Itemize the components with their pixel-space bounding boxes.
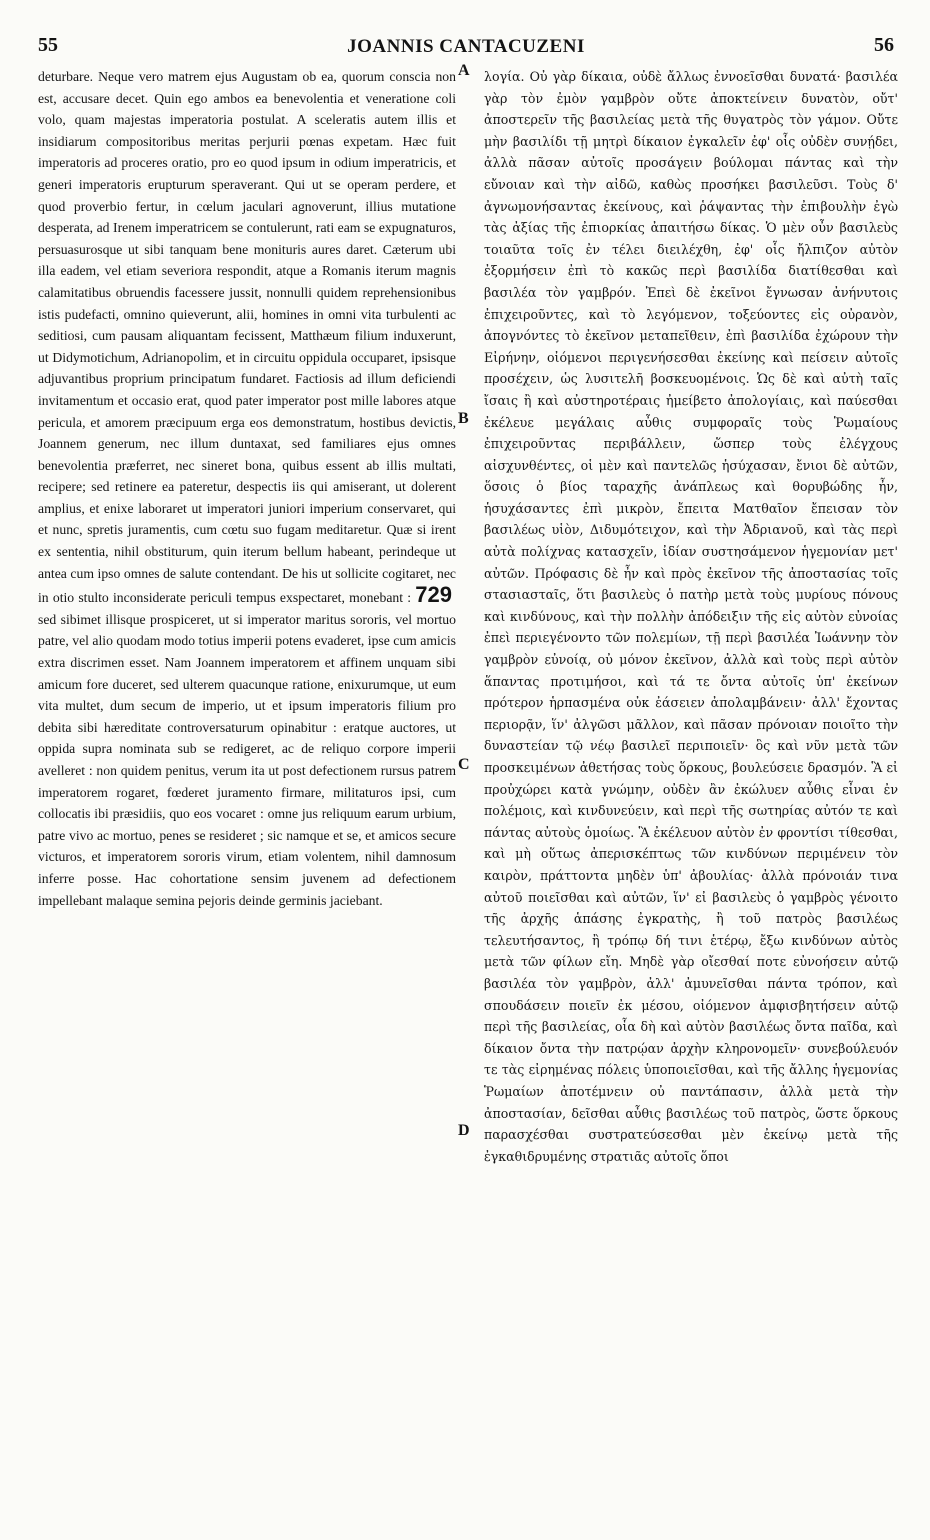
latin-text-part2: sed sibimet illisque prospiceret, ut si imperator maritus sororis, vel mortuo patre, vel alio quodam modo totius imperii potens evaderet, ipse cum amicis extra discrimen esset. Nam Joannem imperatorem et affinem unquam sibi amicum fore duceret, sed ulterem quacunque ratione, enixurumque, ut eum vita multet, dum secum de imperio, ut et ipsum imperatoris filium pro debita sibi hæreditate controversaturum opinabitur : eratque auctores, ut oppida supra nominata sub se redigeret, ac de reliquo corpore imperii avelleret : non quidem penitus, verum ita ut post defectionem rursus patrem imperatorem rogaret, fœderet juramento firmare, militaturos ipsi, cum collocatis ibi præsidiis, quo eos vocaret : omne jus reliquum earum urbium, patre vivo ac mortuo, penes se resideret ; sic namque et se, et amicos secure victuros, et imperatorem sororis virum, etiam volentem, nihil damnosum inferre posse. Hac cohortatione sensim juvenem ad defectionem impellebant malaque semina pejoris deinde germinis jaciebant. [38, 611, 456, 908]
margin-letter-b: B [458, 410, 469, 427]
latin-text-part1: deturbare. Neque vero matrem ejus Augustam ob ea, quorum conscia non est, accusare decet. Quin ego ambos ea benevolentia et veneratione coli volo, quam majestas imperatoria postulat. A sceleratis autem illis et insidiarum compositoribus meritas perjurii pœnas expetam. Hæc fuit imperatoris ad proceres oratio, pro eo quod ipsum in odium imperatricis, et generi imperatoris erupturum speraverant. Qui ut se operam perdere, et quod proverbio fertur, in cœlum jaculari agnoverunt, illius mutatione desperata, ad Irenem imperatricem se contulerunt, rati eam se expugnaturos, persuasurosque ut sibi tanquam bene monituris aures daret. Cæterum ubi illa eadem, vel etiam severiora respondit, atque a Romanis iterum magnis calamitatibus obruendis facessere jussit, nonnulli quidem reprehensionibus istis pudefacti, omnino quieverunt, alii, homines in omni vita turbulenti ac seditiosi, cum pausam aliquantam fecissent, Matthæum filium induxerunt, ut Didymotichum, Adrianopolim, et in circuitu oppidula occuparet, ipsisque adjuvantibus proprium principatum fundaret. Factiosis ad illum deficiendi invitamentum et occasio erat, quod pater imperator post mille labores atque pericula, et amorem præcipuum erga eos demonstratum, hostibus devictis, Joannem generum, nec illum duntaxat, sed familiares ejus omnes benevolentia præferret, nec sineret bona, quibus essent ab illis multati, recipere; sed retinere ea pateretur, despectis iis qui amiserant, ut dolerent amplius, et enixe laboraret ut imperatori juniori imperium conservaret, qui et nunc, spretis juramentis, cum cœtu suo fugam meditaretur. Quæ si irent ex sententia, nihil obstiturum, quin iterum bellum habeant, perindeque ut antea cum ipso omnes de salute contendant. De his ut sollicite cogitaret, nec in otio stulto inconsiderate periculi tempus exspectaret, monebant : [38, 69, 456, 606]
page-number-left: 55 [38, 34, 58, 56]
page-number-right: 56 [874, 34, 894, 56]
greek-column [484, 66, 898, 1526]
latin-paragraph [38, 66, 456, 911]
running-title: JOANNIS CANTACUZENI [347, 36, 585, 57]
margin-letter-c: C [458, 756, 470, 773]
margin-letter-a: A [458, 62, 470, 79]
margin-letter-d: D [458, 1122, 470, 1139]
greek-paragraph: λογία. Οὐ γὰρ δίκαια, οὐδὲ ἄλλως ἐννοεῖσθαι δυνατά· βασιλέα γὰρ τὸν ἐμὸν γαμβρὸν οὔτε ἀποκτείνειν δυνατὸν, οὔτ' ἀποστερεῖν τῆς βασιλείας μετὰ τῆς θυγατρὸς τὸν γάμον. Οὔτε μὴν βασιλίδι τῇ μητρὶ δίκαιον ἐγκαλεῖν ἐφ' οἷς οὐδὲν συνῄδει, ἀλλὰ πᾶσαν αὐτοῖς προσάγειν βούλομαι πάντας καὶ τὴν εὔνοιαν καὶ τὴν αἰδῶ, καθὼς προσήκει βασιλεῦσι. Τοὺς δ' ἀγνωμονήσαντας ἐκείνους, καὶ ῥάψαντας τὴν ἐπιβουλὴν ἐγὼ τὰς ἀξίας τῆς ἐπιορκίας ἀπαιτήσω δίκας. Ὁ μὲν οὖν βασιλεὺς τοιαῦτα τοῖς ἐν τέλει διειλέχθη, ἐφ' οἷς ἤλπιζον αὐτὸν ἐξορμήσειν ἐπὶ τὸ κακῶς περὶ βασιλίδα διατίθεσθαι καὶ βασιλέα τὸν γαμβρόν. Ἐπεὶ δὲ ἐκεῖνοι ἔγνωσαν ἀνήνυτοις ἐπιχειροῦντες, καὶ τὸ λεγόμενον, τοξεύοντες εἰς οὐρανὸν, ἀπογνόντες τὸ ἐκεῖνον μεταπεῖθειν, ἐπὶ βασιλίδα ἐχώρουν τὴν Εἰρήνην, οἰόμενοι περιγενήσεσθαι ἐκείνης καὶ πείσειν αὐτοῖς προσέχειν, ὡς λυσιτελῆ βοσκευομένοις. Ὡς δὲ καὶ αὐτὴ ταῖς ἴσαις ἢ καὶ αὐστηροτέραις ἠμείβετο ἀπολογίαις, καὶ παύεσθαι ἐκέλευε μεγάλαις αὖθις συμφοραῖς τοὺς Ῥωμαίους ἐπιχειροῦντας περιβάλλειν, ὥσπερ τοὺς ἐλέγχους αἰσχυνθέντες, οἱ μὲν καὶ παντελῶς ἡσύχασαν, ἔνιοι δὲ αὐτῶν, ὅσοις ὁ βίος ταραχῆς ἀνάπλεως καὶ θορυβώδης ἦν, ἡσυχάσαντες ἐπὶ μικρὸν, ἔπειτα Ματθαῖον ἔπεισαν τὸν βασιλέως υἱὸν, Διδυμότειχον, καὶ τὴν Ἀδριανοῦ, καὶ τὰς περὶ αὐτὰ πολίχνας κατασχεῖν, ἰδίαν συστησάμενον ἡγεμονίαν μετ' αὐτῶν. Πρόφασις δὲ ἦν καὶ πρὸς ἐκεῖνον τῆς ἀποστασίας τοῖς στασιασταῖς, ὅτι βασιλεὺς ὁ πατὴρ μετὰ τοὺς μυρίους πόνους καὶ κινδύνους, καὶ τὴν πολλὴν ἀπόδειξιν τῆς εἰς αὐτὸν εὐνοίας ἐπεὶ περιεγένοντο τῶν πολεμίων, τῇ περὶ βασιλέα Ἰωάννην τὸν γαμβρὸν εὐνοίᾳ, οὐ μόνον ἐκεῖνον, ἀλλὰ καὶ τοὺς περὶ αὐτὸν ἅπαντας προτιμήσοι, καὶ τά τε ὄντα αὐτοῖς ὑπ' ἐκείνων πρότερον ἡρπασμένα οὐκ ἐάσειεν ἀπολαμβάνειν· ἀλλ' ἔχοντας περιορᾷν, ἵν' ἀλγῶσι μᾶλλον, καὶ πᾶσαν πρόνοιαν ποιοῖτο τὴν δυναστείαν τῷ νέῳ βασιλεῖ περιποιεῖν· ὃς καὶ νῦν μετὰ τῶν προσκειμένων ἀθετήσας τοὺς ὅρκους, βουλεύσειε δρασμόν. Ἃ εἰ προὐχώρει κατὰ γνώμην, οὐδὲν ἂν ἐκώλυεν αὖθις εἶναι ἐν πολέμοις, καὶ κινδυνεύειν, καὶ περὶ τῆς σωτηρίας αὐτόν τε καὶ πάντας αὐτοὺς ὁμοίως. Ἃ ἐκέλευον αὐτὸν ἐν φροντίσι τίθεσθαι, καὶ μὴ οὕτως ἀπερισκέπτως τῶν κινδύνων περιμένειν τὸν καιρὸν, πράττοντα μηδὲν ὑπ' ἀβουλίας· ἀλλὰ πρόνοιάν τινα αὐτοῦ ποιεῖσθαι καὶ αὐτῶν, ἵν' εἰ βασιλεὺς ὁ γαμβρὸς γένοιτο τῆς ἀρχῆς ἁπάσης ἐγκρατὴς, ἢ τοῦ πατρὸς βασιλέως τελευτήσαντος, ἢ τρόπῳ δή τινι ἑτέρῳ, ἔξω κινδύνων αὐτὸς μετὰ τῶν φίλων εἴη. Μηδὲ γὰρ οἴεσθαί ποτε εὐνοήσειν αὐτῷ βασιλέα τὸν γαμβρὸν, ἀλλ' ἀμυνεῖσθαι πάντα τρόπον, καὶ σπουδάσειν ποιεῖν ἐκ μέσου, οἰόμενον ἀμφισβητήσειν αὐτῷ περὶ τῆς βασιλείας, οἷα δὴ καὶ αὐτὸν βασιλέως ὄντα παῖδα, καὶ δίκαιον ὄντα τὴν πατρῴαν ἀρχὴν κληρονομεῖν· συνεβούλευόν τε τὰς εἰρημένας πόλεις ὑποποιεῖσθαι, καὶ τῆς ἄλλης ἡγεμονίας Ῥωμαίων ἀποτέμνειν οὐ παντάπασιν, ἀλλὰ μετὰ τὴν ἀποστασίαν, δεῖσθαι αὖθις βασιλέως τοῦ πατρὸς, ὥστε ὅρκους παρασχέσθαι συστρατεύσεσθαι μὲν ἐκείνῳ μετὰ τῆς ἐγκαθιδρυμένης στρατιᾶς αὐτοῖς ὅποι [484, 69, 898, 1164]
margin-page-number: 729 [415, 582, 453, 608]
page-header [38, 34, 894, 58]
latin-column [38, 66, 456, 1526]
